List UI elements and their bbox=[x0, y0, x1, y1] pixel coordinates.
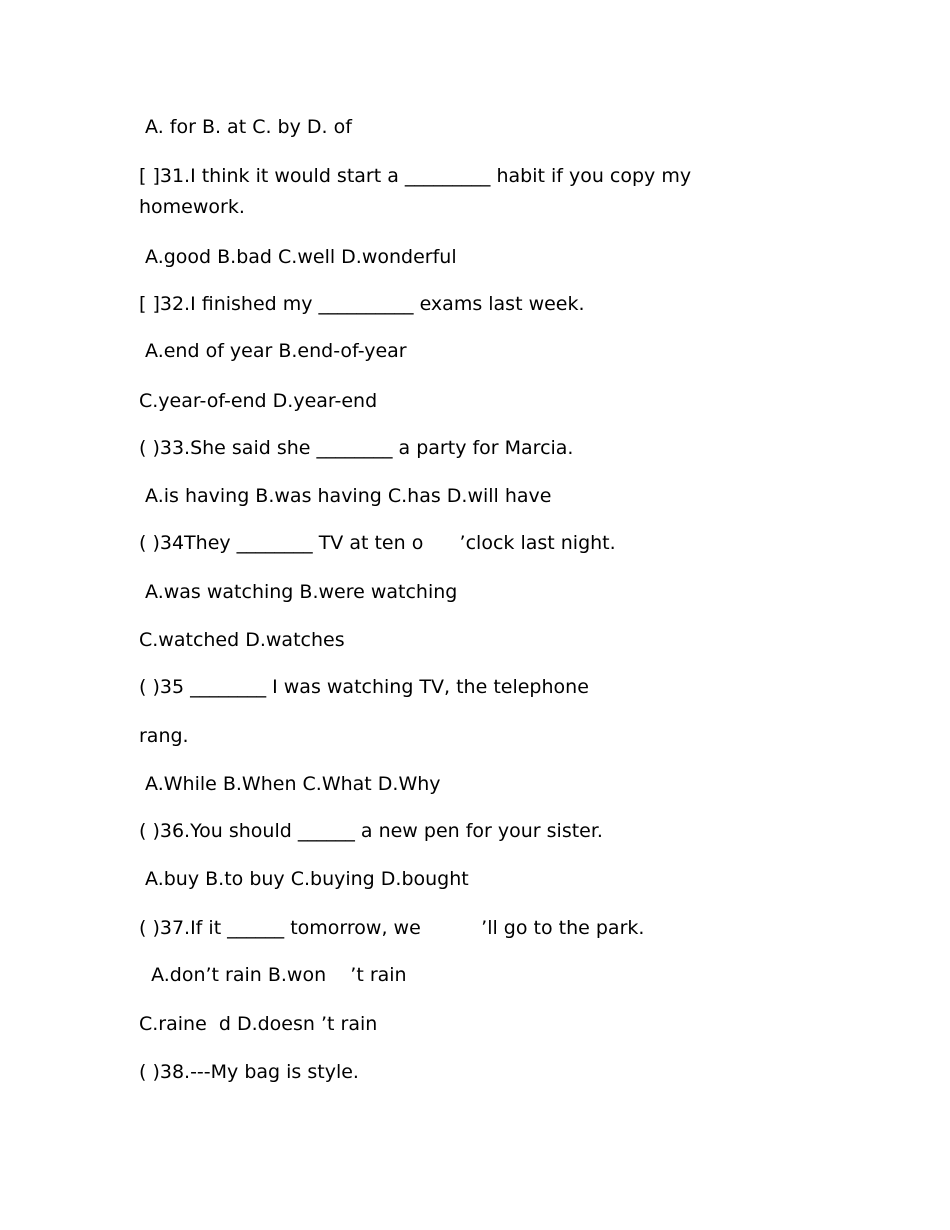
answer-options-37-cd: C.raine d D.doesn ’t rain bbox=[139, 1013, 378, 1035]
question-38: ( )38.---My bag is style. bbox=[139, 1061, 359, 1083]
question-33: ( )33.She said she ________ a party for Marcia. bbox=[139, 437, 574, 459]
question-37: ( )37.If it ______ tomorrow, we ’ll go to the park. bbox=[139, 917, 645, 939]
question-31: [ ]31.I think it would start a _________ habit if you copy my homework. bbox=[139, 165, 692, 218]
answer-options-34-ab: A.was watching B.were watching bbox=[139, 581, 458, 603]
answer-options-37-ab: A.don’t rain B.won ’t rain bbox=[139, 964, 407, 986]
answer-options-31: A.good B.bad C.well D.wonderful bbox=[139, 246, 457, 268]
question-34: ( )34They ________ TV at ten o ’clock last night. bbox=[139, 532, 616, 554]
question-32: [ ]32.I finished my __________ exams last week. bbox=[139, 293, 585, 315]
answer-options-33: A.is having B.was having C.has D.will have bbox=[139, 485, 552, 507]
question-35-continued: rang. bbox=[139, 725, 189, 747]
answer-options-32-ab: A.end of year B.end-of-year bbox=[139, 340, 407, 362]
answer-options-34-cd: C.watched D.watches bbox=[139, 629, 345, 651]
answer-options-35: A.While B.When C.What D.Why bbox=[139, 773, 441, 795]
answer-options-32-cd: C.year-of-end D.year-end bbox=[139, 390, 378, 412]
answer-options-36: A.buy B.to buy C.buying D.bought bbox=[139, 868, 469, 890]
question-36: ( )36.You should ______ a new pen for your sister. bbox=[139, 820, 603, 842]
answer-options-30: A. for B. at C. by D. of bbox=[139, 116, 352, 138]
question-35: ( )35 ________ I was watching TV, the telephone bbox=[139, 676, 589, 698]
